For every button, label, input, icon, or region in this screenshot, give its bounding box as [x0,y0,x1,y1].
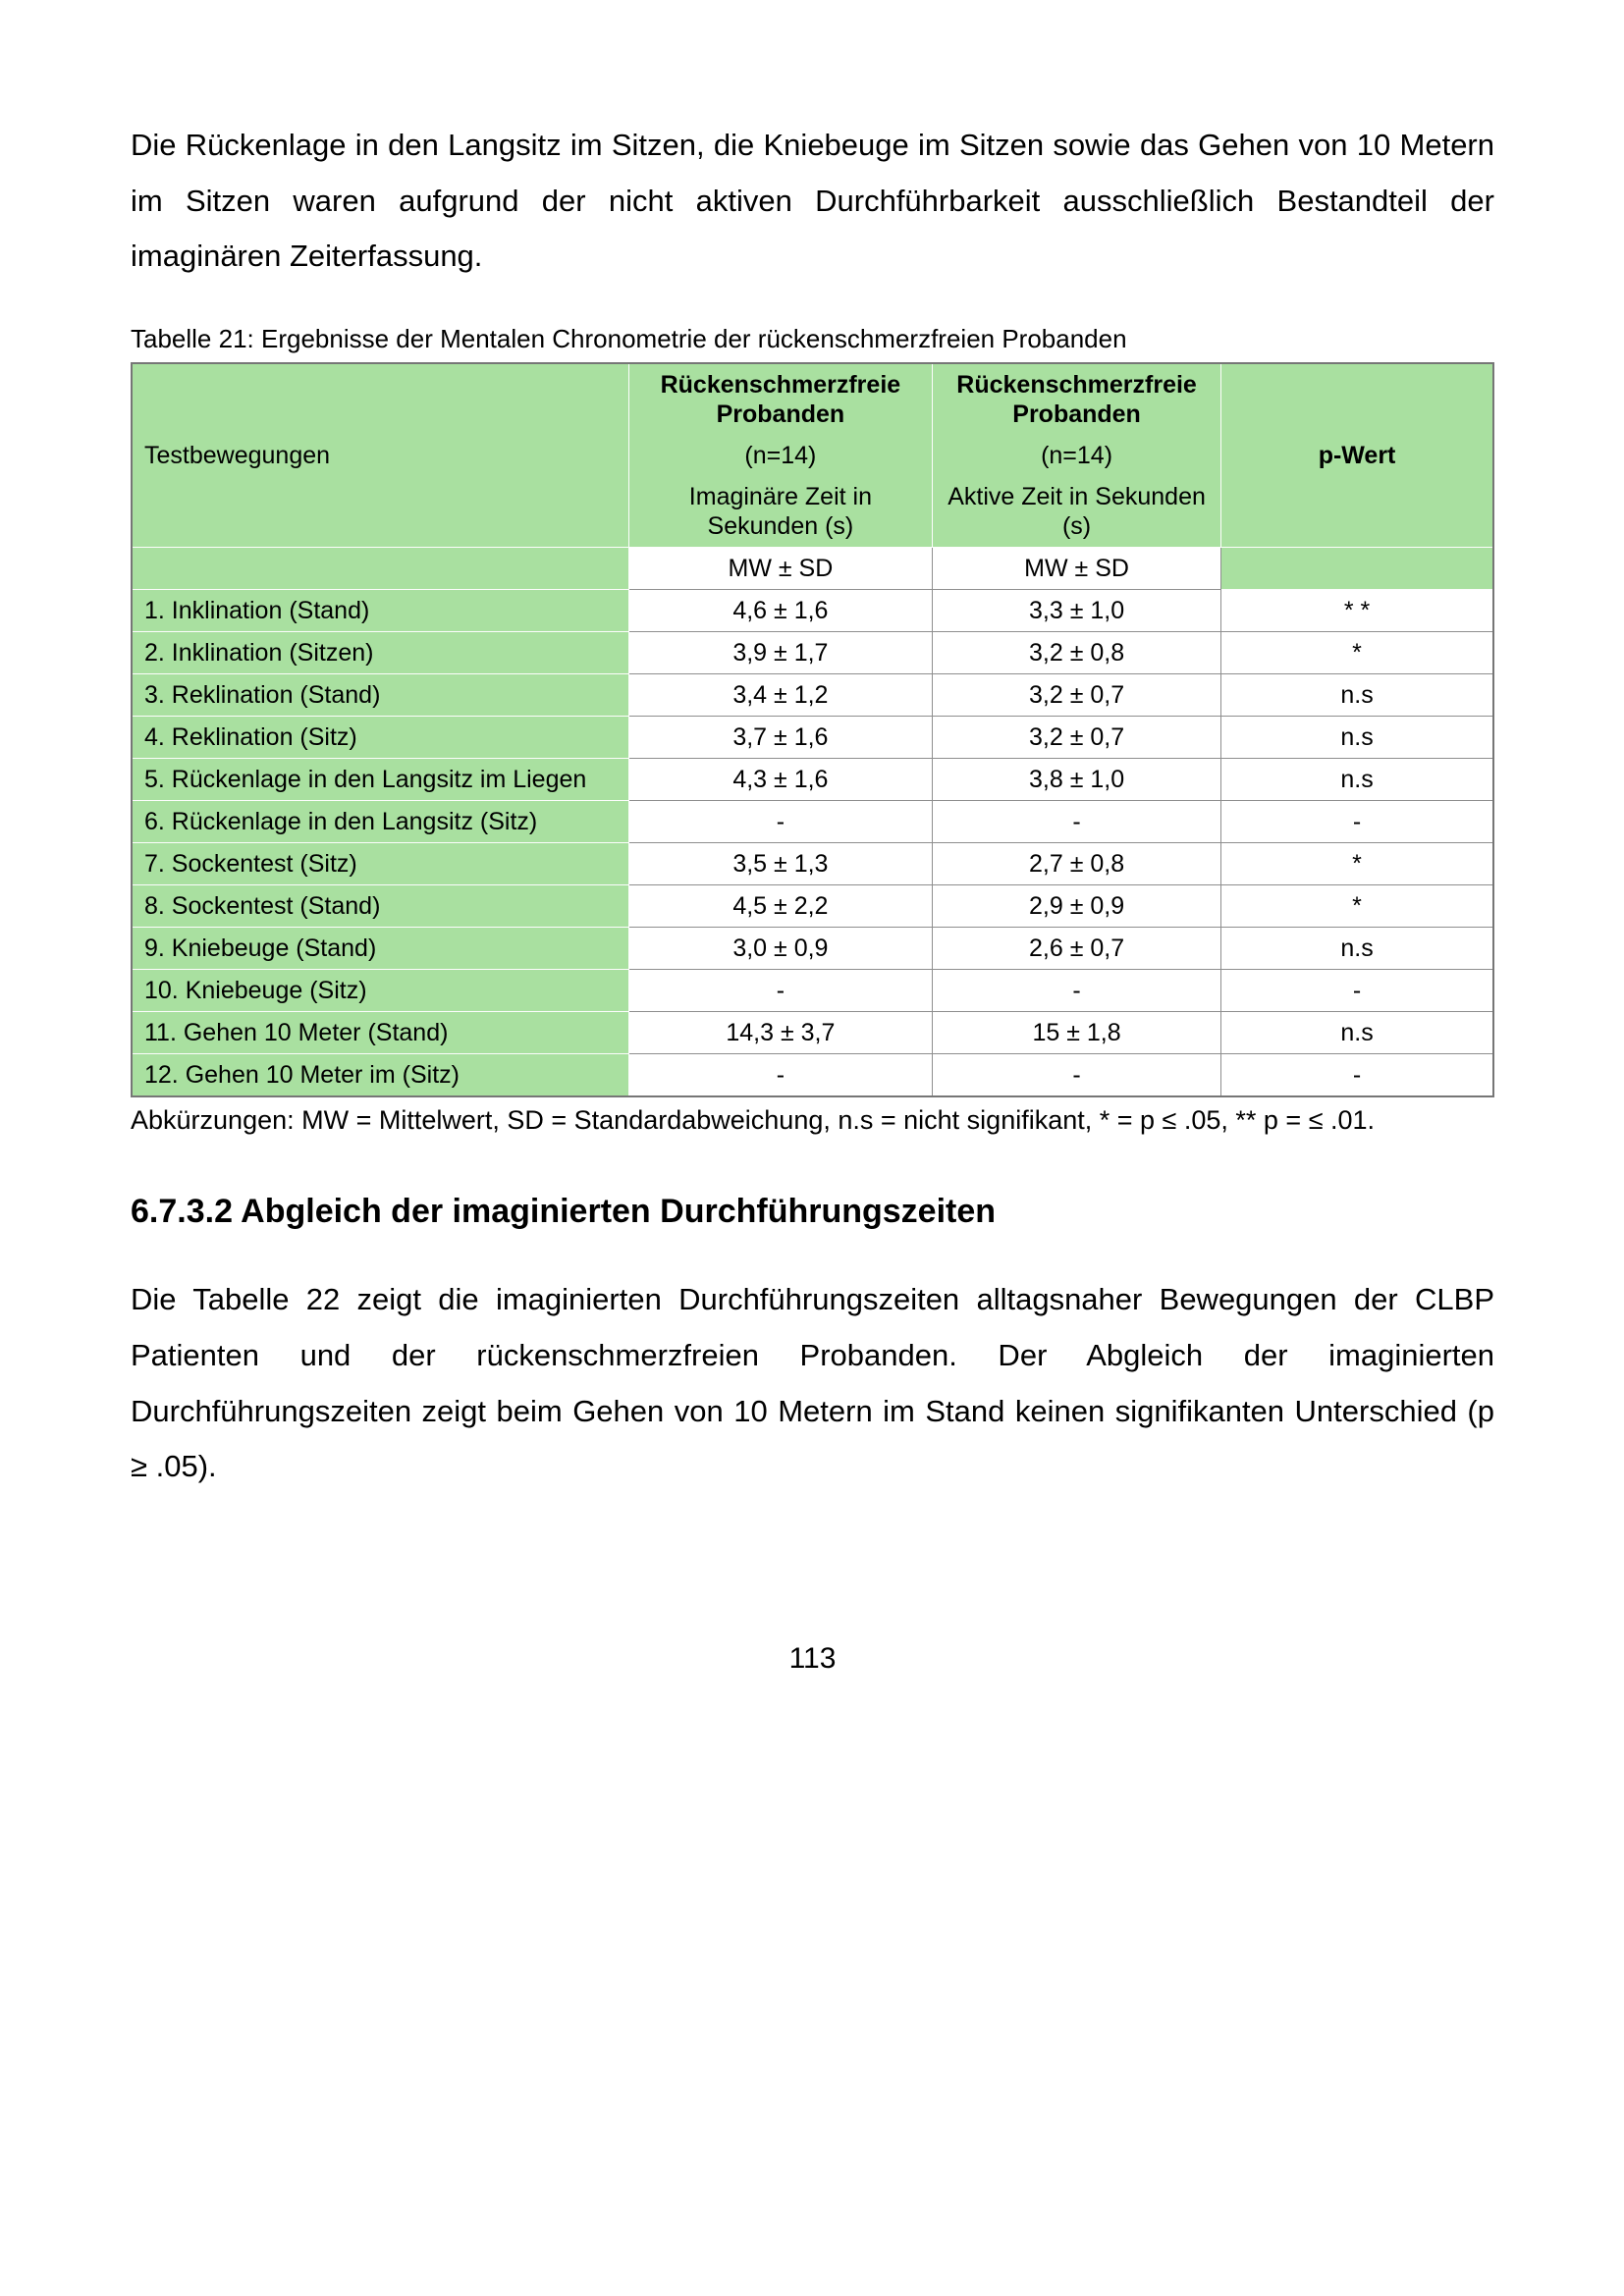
intro-paragraph: Die Rückenlage in den Langsitz im Sitzen, die Kniebeuge im Sitzen sowie das Gehen von 10 Metern im Sitzen waren aufgrund der nicht aktiven Durchführbarkeit ausschließlich Bestandteil der imaginären Zeiterfassung. [131,128,1494,274]
row-p-value: * [1221,632,1493,674]
row-label: 8. Sockentest (Stand) [132,885,628,928]
row-active-time: - [933,1054,1221,1097]
column-sample-size: (n=14) [744,442,817,470]
row-active-time: 2,9 ± 0,9 [933,885,1221,928]
row-active-time: 3,2 ± 0,7 [933,674,1221,717]
row-active-time: 15 ± 1,8 [933,1012,1221,1054]
row-p-value: * [1221,843,1493,885]
row-label: 5. Rückenlage in den Langsitz im Liegen [132,759,628,801]
row-p-value: n.s [1221,1012,1493,1054]
row-active-time: 2,7 ± 0,8 [933,843,1221,885]
row-label: 7. Sockentest (Sitz) [132,843,628,885]
row-active-time: - [933,970,1221,1012]
column-title: Rückenschmerzfreie Probanden [660,371,901,429]
subheader-mw-sd-active: MW ± SD [933,548,1221,590]
table-caption: Tabelle 21: Ergebnisse der Mentalen Chronometrie der rückenschmerzfreien Probanden [131,324,1127,354]
table-row [132,1012,1493,1054]
column-header-active-time [933,363,1221,548]
section-heading: 6.7.3.2 Abgleich der imaginierten Durchführungszeiten [131,1193,997,1231]
table-footnote: Abkürzungen: MW = Mittelwert, SD = Standardabweichung, n.s = nicht signifikant, * = p ≤ .05, ** p = ≤ .01. [131,1105,1376,1136]
row-p-value: n.s [1221,928,1493,970]
row-imaginary-time: - [628,801,932,843]
table-row [132,1054,1493,1097]
table-row [132,970,1493,1012]
row-label: 11. Gehen 10 Meter (Stand) [132,1012,628,1054]
table-row [132,885,1493,928]
table-body [132,590,1493,1097]
row-p-value: - [1221,801,1493,843]
column-header-p-wert: p-Wert [1221,363,1493,548]
row-active-time: 3,8 ± 1,0 [933,759,1221,801]
row-active-time: - [933,801,1221,843]
table-row [132,632,1493,674]
section-paragraph: Die Tabelle 22 zeigt die imaginierten Durchführungszeiten alltagsnaher Bewegungen der CLBP Patienten und der rückenschmerzfreien Probanden. Der Abgleich der imaginierten Durchführungszeiten zeigt beim Gehen von 10 Metern im Stand keinen signifikanten Unterschied (p ≥ .05). [131,1282,1494,1484]
row-active-time: 3,3 ± 1,0 [933,590,1221,632]
page-content [131,0,1494,1676]
row-imaginary-time: 4,6 ± 1,6 [628,590,932,632]
row-label: 2. Inklination (Sitzen) [132,632,628,674]
row-imaginary-time: 4,5 ± 2,2 [628,885,932,928]
row-p-value: n.s [1221,759,1493,801]
row-p-value: * * [1221,590,1493,632]
table-row [132,674,1493,717]
page-number: 113 [788,1642,837,1676]
row-p-value: - [1221,970,1493,1012]
column-subtitle: Aktive Zeit in Sekunden (s) [947,483,1206,541]
row-imaginary-time: 3,5 ± 1,3 [628,843,932,885]
table-row [132,928,1493,970]
row-imaginary-time: - [628,970,932,1012]
table-row [132,759,1493,801]
row-p-value: - [1221,1054,1493,1097]
row-label: 6. Rückenlage in den Langsitz (Sitz) [132,801,628,843]
subheader-mw-sd-imaginary: MW ± SD [628,548,932,590]
header-row [132,363,1493,548]
column-sample-size: (n=14) [1041,442,1113,470]
row-p-value: n.s [1221,717,1493,759]
table-row [132,590,1493,632]
column-header-testbewegungen: Testbewegungen [132,363,628,548]
row-label: 12. Gehen 10 Meter im (Sitz) [132,1054,628,1097]
table-row [132,717,1493,759]
row-imaginary-time: 3,0 ± 0,9 [628,928,932,970]
table-row [132,843,1493,885]
row-label: 10. Kniebeuge (Sitz) [132,970,628,1012]
row-label: 1. Inklination (Stand) [132,590,628,632]
row-active-time: 2,6 ± 0,7 [933,928,1221,970]
subheader-empty-left-cell [132,548,628,590]
row-imaginary-time: 3,4 ± 1,2 [628,674,932,717]
row-p-value: * [1221,885,1493,928]
row-label: 3. Reklination (Stand) [132,674,628,717]
row-label: 4. Reklination (Sitz) [132,717,628,759]
table-row [132,801,1493,843]
column-header-imaginary-time [628,363,932,548]
row-p-value: n.s [1221,674,1493,717]
subheader-empty-right-cell [1221,548,1493,590]
row-imaginary-time: 3,7 ± 1,6 [628,717,932,759]
subheader-row [132,548,1493,590]
column-title: Rückenschmerzfreie Probanden [956,371,1197,429]
row-imaginary-time: 14,3 ± 3,7 [628,1012,932,1054]
row-imaginary-time: 4,3 ± 1,6 [628,759,932,801]
row-label: 9. Kniebeuge (Stand) [132,928,628,970]
row-active-time: 3,2 ± 0,7 [933,717,1221,759]
row-imaginary-time: - [628,1054,932,1097]
results-table [131,362,1494,1097]
row-active-time: 3,2 ± 0,8 [933,632,1221,674]
row-imaginary-time: 3,9 ± 1,7 [628,632,932,674]
column-subtitle: Imaginäre Zeit in Sekunden (s) [688,483,872,541]
